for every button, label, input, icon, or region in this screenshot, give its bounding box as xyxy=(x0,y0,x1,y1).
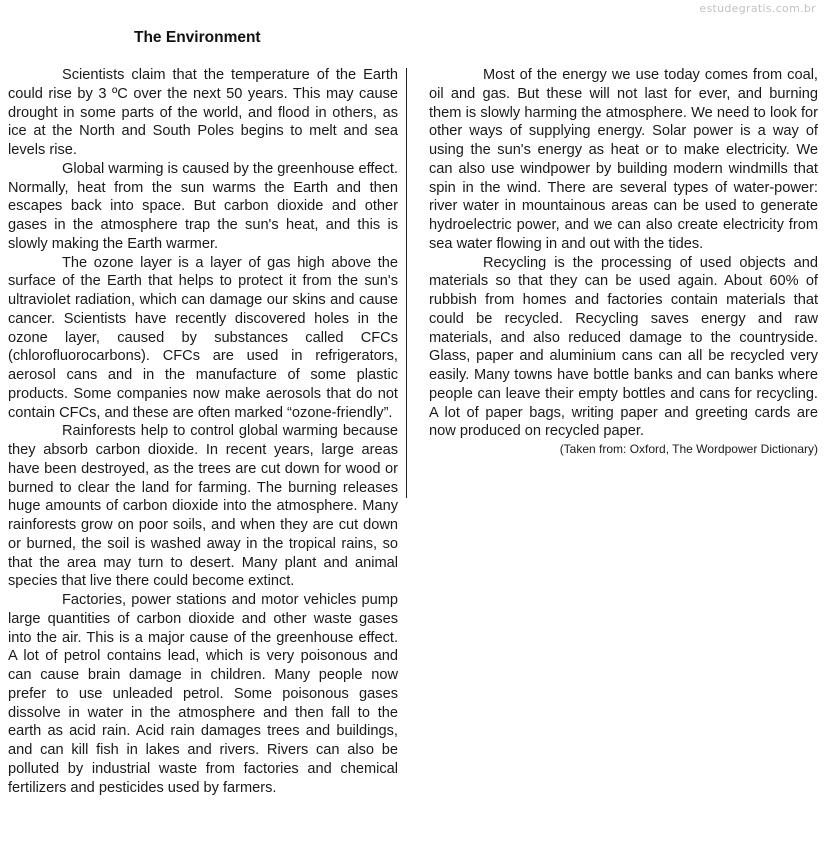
document-title: The Environment xyxy=(134,29,261,46)
paragraph-global-warming: Global warming is caused by the greenhouse effect. Normally, heat from the sun warms the Earth and then escapes back into space. But carbon dioxide and other gases in the atmosphere trap the sun's heat, and this is slowly making the Earth warmer. xyxy=(8,160,398,252)
right-column xyxy=(429,66,818,457)
paragraph-temperature: Scientists claim that the temperature of the Earth could rise by 3 ºC over the next 50 years. This may cause drought in some parts of the world, and flood in others, as ice at the North and South Poles begins to melt and sea levels rise. xyxy=(8,67,398,158)
paragraph-pollution: Factories, power stations and motor vehicles pump large quantities of carbon dioxide and other waste gases into the air. This is a major cause of the greenhouse effect. A lot of petrol contains lead, which is very poisonous and can cause brain damage in children. Many people now prefer to use unleaded petrol. Some poisonous gases dissolve in water in the atmosphere and then fall to the earth as acid rain. Acid rain damages trees and buildings, and can kill fish in lakes and rivers. Rivers can also be polluted by industrial waste from factories and chemical fertilizers and pesticides used by farmers. xyxy=(8,592,398,796)
watermark: estudegratis.com.br xyxy=(699,2,816,15)
paragraph-energy: Most of the energy we use today comes from coal, oil and gas. But these will not last for ever, and burning them is slowly harming the atmosphere. We need to look for other ways of supplying energy. Solar power is a way of using the sun's energy as heat or to make electricity. We can also use windpower by building modern windmills that spin in the wind. There are several types of water-power: river water in mountainous areas can be used to generate hydroelectric power, and we can also create electricity from sea water flowing in and out with the tides. xyxy=(429,67,818,252)
source-citation: (Taken from: Oxford, The Wordpower Dictionary) xyxy=(559,442,818,456)
paragraph-recycling: Recycling is the processing of used objects and materials so that they can be used again. About 60% of rubbish from homes and factories contain materials that could be recycled. Recycling saves energy and raw materials, and also reduced damage to the countryside. Glass, paper and aluminium cans can all be recycled very easily. Many towns have bottle banks and can banks where people can leave their empty bottles and cans for recycling. A lot of paper bags, writing paper and greeting cards are now produced on recycled paper. xyxy=(429,254,818,440)
paragraph-ozone-layer: The ozone layer is a layer of gas high above the surface of the Earth that helps to protect it from the sun's ultraviolet radiation, which can damage our skins and cause cancer. Scientists have recently discovered holes in the ozone layer, caused by substances called CFCs (chlorofluorocarbons). CFCs are used in refrigerators, aerosol cans and in the manufacture of some plastic products. Some companies now make aerosols that do not contain CFCs, and these are often marked “ozone-friendly”. xyxy=(8,254,398,421)
column-divider xyxy=(406,68,407,498)
left-column xyxy=(8,66,398,797)
paragraph-rainforests: Rainforests help to control global warming because they absorb carbon dioxide. In recent years, large areas have been destroyed, as the trees are cut down for wood or burned to clear the land for farming. The burning releases huge amounts of carbon dioxide into the atmosphere. Many rainforests grow on poor soils, and when they are cut down or burned, the soil is washed away in the tropical rains, so that the area may turn to desert. Many plant and animal species that live there could become extinct. xyxy=(8,423,398,590)
